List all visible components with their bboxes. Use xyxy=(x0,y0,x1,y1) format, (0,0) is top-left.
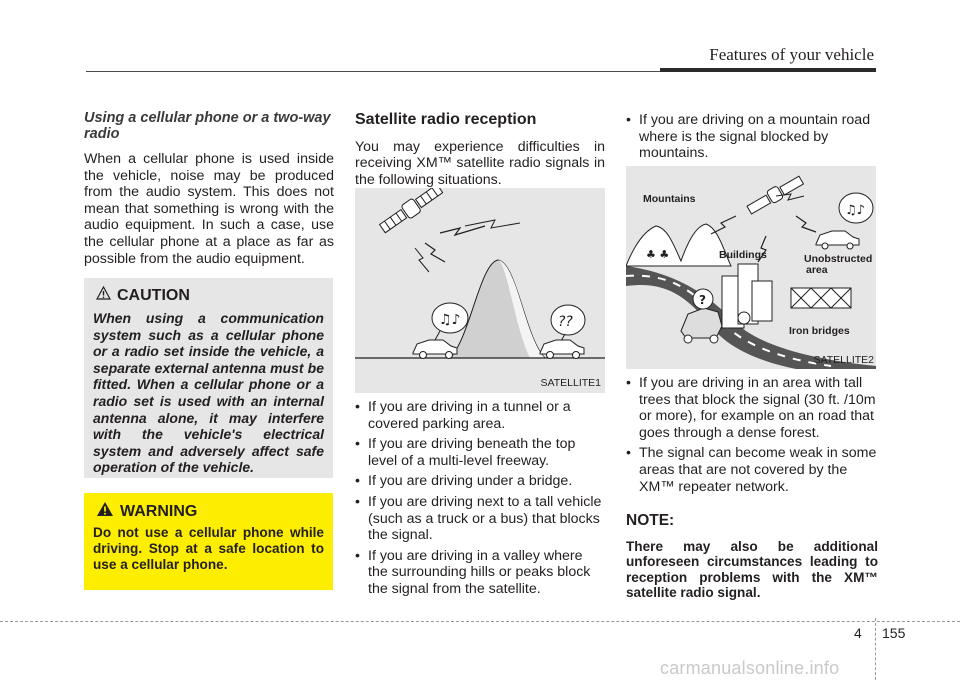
caution-title: CAUTION xyxy=(117,286,190,304)
car-unobstructed-icon xyxy=(816,231,859,249)
page-number: 155 xyxy=(882,625,906,641)
music-note-bubble-icon xyxy=(432,303,468,340)
column-left xyxy=(84,110,334,267)
satellite2-illustration xyxy=(626,166,876,369)
svg-text:♫♪: ♫♪ xyxy=(845,203,865,218)
forest-network-list xyxy=(626,375,878,495)
question-bubble-icon xyxy=(693,289,713,309)
list-item: • If you are driving in an area with tall trees that block the signal (30 ft. /10m or more), for example on an road that goes through a dense forest. xyxy=(626,375,878,441)
warning-triangle-icon xyxy=(96,501,114,522)
warning-body: Do not use a cellular phone while driving. Stop at a safe location to use a cellular phone. xyxy=(93,525,324,572)
warning-header xyxy=(96,501,197,522)
label-unobstructed: Unobstructed xyxy=(804,253,873,265)
warning-title: WARNING xyxy=(120,502,198,520)
caution-triangle-icon xyxy=(96,286,111,305)
label-iron-bridges: Iron bridges xyxy=(789,325,850,337)
satellite-icon xyxy=(746,174,805,216)
svg-text:♣ ♣: ♣ ♣ xyxy=(646,248,670,261)
list-item: • If you are driving next to a tall vehicle (such as a truck or a bus) that blocks the signal. xyxy=(355,494,605,544)
chapter-number: 4 xyxy=(854,625,862,641)
satellite-radio-intro: You may experience difficulties in receiving XM™ satellite radio signals in the following situations. xyxy=(355,138,605,188)
column-right-top xyxy=(626,112,878,166)
mountain-road-list xyxy=(626,112,878,162)
label-mountains: Mountains xyxy=(643,193,696,205)
list-item: • If you are driving under a bridge. xyxy=(355,473,605,490)
list-item: • If you are driving on a mountain road where is the signal blocked by mountains. xyxy=(626,112,878,162)
satellite-situations-list xyxy=(355,399,605,598)
column-middle xyxy=(355,112,605,188)
satellite1-illustration xyxy=(355,188,605,393)
footer-separator xyxy=(875,618,877,680)
satellite1-caption: SATELLITE1 xyxy=(540,377,601,389)
page-header-title: Features of your vehicle xyxy=(709,45,874,64)
mountains-icon xyxy=(626,224,731,266)
watermark: carmanualsonline.info xyxy=(660,658,840,678)
list-item: • The signal can become weak in some areas that are not covered by the XM™ repeater network. xyxy=(626,445,878,495)
question-bubble-icon xyxy=(551,305,585,341)
satellite2-figure xyxy=(626,166,876,369)
caution-box xyxy=(84,278,333,478)
warning-box xyxy=(84,493,333,590)
car-on-road-icon xyxy=(681,308,722,343)
cellular-phone-subheading: Using a cellular phone or a two-way radio xyxy=(84,110,331,142)
list-item: • If you are driving beneath the top level of a multi-level freeway. xyxy=(355,436,605,469)
satellite2-caption: SATELLITE2 xyxy=(813,354,874,366)
cellular-phone-body: When a cellular phone is used inside the vehicle, noise may be produced from the audio system. This does not mean that something is wrong with the audio equipment. In such a case, use the cellular phone at a place as far as possible from the audio equipment. xyxy=(84,151,334,267)
iron-bridge-icon xyxy=(791,288,851,308)
caution-header xyxy=(96,286,190,305)
car-right-icon xyxy=(540,340,584,359)
list-item: • If you are driving in a tunnel or a covered parking area. xyxy=(355,399,605,432)
column-middle-bullets xyxy=(355,399,605,602)
satellite-radio-heading: Satellite radio reception xyxy=(355,111,537,128)
footer-rule xyxy=(0,621,960,622)
car-left-icon xyxy=(413,340,457,359)
header-rule xyxy=(86,71,660,72)
satellite1-figure xyxy=(355,188,605,393)
label-area: area xyxy=(806,264,828,276)
note-title: NOTE: xyxy=(626,512,675,530)
question-bubble-text: ?? xyxy=(558,314,573,330)
music-note-bubble-icon xyxy=(839,193,873,223)
list-item: • If you are driving in a valley where the surrounding hills or peaks block the signal from the satellite. xyxy=(355,548,605,598)
label-buildings: Buildings xyxy=(719,249,767,261)
caution-body: When using a communication system such as a cellular phone or a radio set inside the vehicle, a separate external antenna must be fitted. When a cellular phone or a radio set is used with an internal antenna alone, it may interfere with the vehicle's electrical system and adversely affect safe operation of the vehicle. xyxy=(93,310,324,476)
header-rule-accent xyxy=(660,68,876,72)
note-body: There may also be additional unforeseen circumstances leading to reception problems with the XM™ satellite radio signal. xyxy=(626,538,878,601)
satellite-icon xyxy=(378,188,445,235)
svg-text:♫♪: ♫♪ xyxy=(439,312,461,328)
buildings-icon xyxy=(722,264,772,328)
column-right-bottom xyxy=(626,375,878,601)
question-bubble-text: ? xyxy=(699,293,706,307)
